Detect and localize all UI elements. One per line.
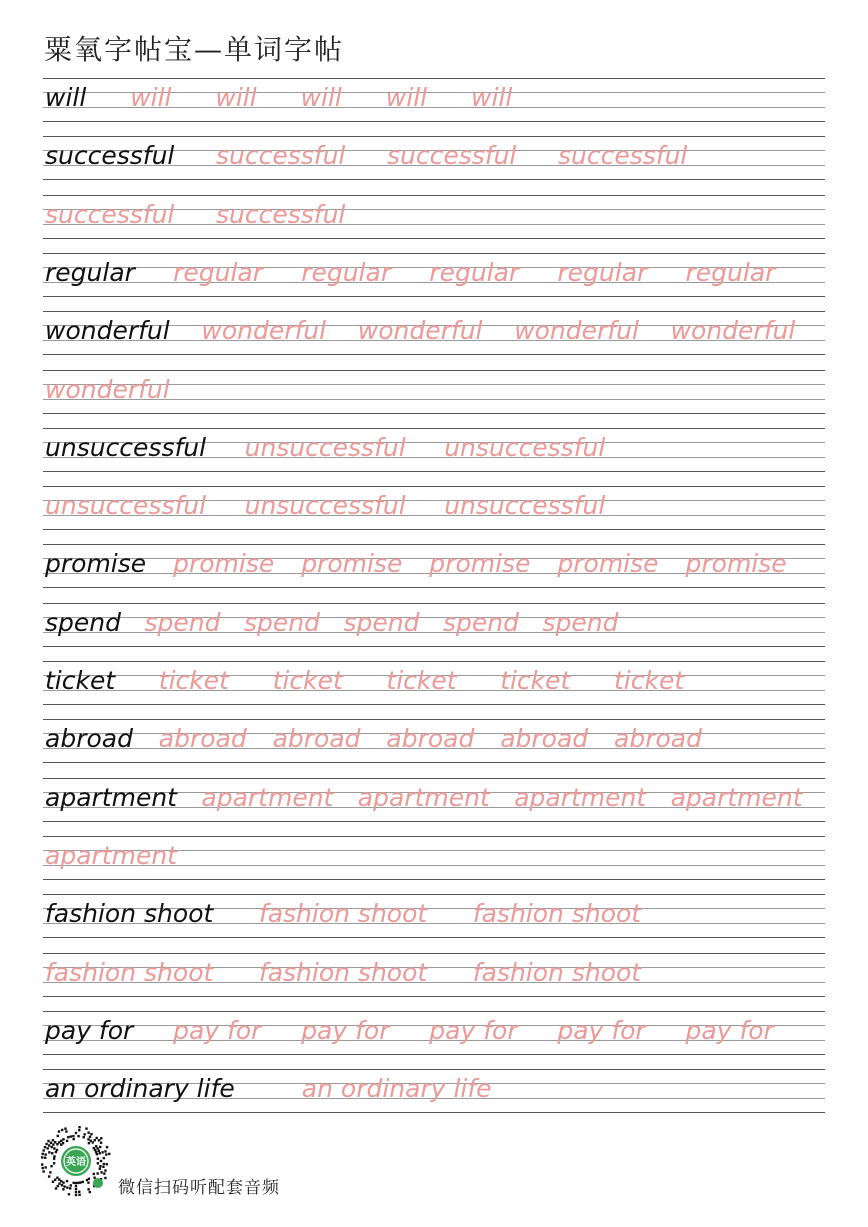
- guide-line: [43, 1054, 825, 1055]
- guide-line: [43, 603, 825, 604]
- practice-row: [43, 1011, 825, 1055]
- trace-word: ticket: [614, 666, 685, 695]
- trace-word: apartment: [670, 782, 803, 812]
- trace-word: ticket: [158, 666, 229, 695]
- guide-line: [43, 821, 825, 822]
- trace-word: spend: [443, 607, 519, 637]
- practice-row: [43, 544, 825, 588]
- trace-word: apartment: [45, 840, 177, 870]
- trace-word: successful: [45, 199, 175, 229]
- guide-line: [43, 661, 825, 662]
- guide-line: [43, 78, 825, 79]
- trace-word: pay for: [173, 1015, 262, 1045]
- model-word: successful: [45, 141, 175, 171]
- trace-word: ticket: [386, 666, 457, 695]
- model-word: pay for: [45, 1015, 134, 1045]
- guide-line: [43, 311, 825, 312]
- guide-line: [43, 428, 825, 429]
- trace-word: fashion shoot: [472, 899, 642, 929]
- trace-word: successful: [216, 141, 346, 171]
- guide-line: [43, 1112, 825, 1113]
- trace-word: promise: [429, 549, 531, 579]
- footer-caption: 微信扫码听配套音频: [118, 1178, 280, 1198]
- page-title: 粟氧字帖宝—单词字帖: [44, 33, 345, 66]
- trace-word: pay for: [301, 1015, 390, 1045]
- guide-line: [43, 413, 825, 414]
- guide-line: [43, 719, 825, 720]
- model-word: ticket: [45, 666, 116, 695]
- trace-word: spend: [244, 607, 320, 637]
- guide-line: [43, 879, 825, 880]
- guide-line: [43, 1011, 825, 1012]
- practice-row: [43, 253, 825, 297]
- trace-word: regular: [557, 257, 648, 287]
- trace-word: fashion shoot: [472, 957, 642, 987]
- trace-word: apartment: [514, 782, 647, 812]
- model-word: unsuccessful: [45, 432, 207, 462]
- practice-row: [43, 836, 825, 880]
- practice-row: [43, 719, 825, 763]
- trace-word: successful: [558, 141, 688, 171]
- trace-word: ticket: [272, 666, 343, 695]
- practice-row: [43, 778, 825, 822]
- model-word: promise: [45, 549, 147, 579]
- guide-line: [43, 953, 825, 954]
- guide-line: [43, 486, 825, 487]
- trace-word: unsuccessful: [244, 491, 406, 521]
- qr-code-icon[interactable]: [40, 1125, 112, 1197]
- trace-word: spend: [144, 607, 221, 637]
- trace-word: fashion shoot: [258, 957, 428, 987]
- practice-row: [43, 953, 825, 997]
- trace-word: pay for: [557, 1015, 646, 1045]
- model-word: fashion shoot: [45, 899, 214, 929]
- guide-line: [43, 762, 825, 763]
- trace-word: abroad: [158, 724, 247, 754]
- trace-word: wonderful: [201, 316, 327, 346]
- guide-line: [43, 544, 825, 545]
- guide-line: [43, 704, 825, 705]
- guide-line: [43, 195, 825, 196]
- guide-line: [43, 894, 825, 895]
- trace-word: will: [471, 83, 513, 112]
- guide-line: [43, 179, 825, 180]
- guide-line: [43, 370, 825, 371]
- practice-row: [43, 603, 825, 647]
- practice-row: [43, 486, 825, 530]
- trace-word: regular: [685, 257, 776, 287]
- model-word: apartment: [45, 782, 177, 812]
- guide-line: [43, 587, 825, 588]
- trace-word: fashion shoot: [258, 899, 428, 929]
- guide-line: [43, 778, 825, 779]
- practice-row: [43, 370, 825, 414]
- trace-word: regular: [173, 257, 264, 287]
- model-word: wonderful: [45, 316, 170, 346]
- trace-word: regular: [429, 257, 520, 287]
- guide-line: [43, 354, 825, 355]
- trace-word: wonderful: [514, 316, 639, 346]
- trace-word: promise: [685, 549, 787, 579]
- trace-word: unsuccessful: [444, 432, 606, 462]
- trace-word: successful: [216, 199, 346, 229]
- guide-line: [43, 836, 825, 837]
- model-word: abroad: [45, 724, 133, 754]
- trace-word: abroad: [272, 724, 361, 754]
- practice-row: [43, 311, 825, 355]
- guide-line: [43, 296, 825, 297]
- trace-word: will: [130, 83, 172, 112]
- practice-row: [43, 78, 825, 122]
- trace-word: abroad: [500, 724, 589, 754]
- trace-word: apartment: [201, 782, 334, 812]
- trace-word: wonderful: [670, 316, 796, 346]
- practice-row: [43, 1069, 825, 1113]
- model-word: an ordinary life: [45, 1074, 235, 1104]
- trace-word: spend: [542, 607, 619, 637]
- trace-word: unsuccessful: [45, 491, 207, 521]
- trace-word: wonderful: [45, 374, 170, 404]
- trace-word: unsuccessful: [244, 432, 406, 462]
- guide-line: [43, 121, 825, 122]
- trace-word: abroad: [614, 724, 702, 754]
- trace-word: will: [215, 83, 257, 112]
- guide-line: [43, 253, 825, 254]
- guide-line: [43, 471, 825, 472]
- trace-word: wonderful: [357, 316, 483, 346]
- practice-row: [43, 428, 825, 472]
- practice-row: [43, 661, 825, 705]
- trace-word: spend: [343, 607, 420, 637]
- guide-line: [43, 1069, 825, 1070]
- trace-word: pay for: [429, 1015, 518, 1045]
- practice-row: [43, 136, 825, 180]
- trace-word: promise: [557, 549, 659, 579]
- guide-line: [43, 646, 825, 647]
- guide-line: [43, 136, 825, 137]
- guide-line: [43, 937, 825, 938]
- trace-word: pay for: [685, 1015, 774, 1045]
- model-word: will: [45, 83, 87, 112]
- guide-line: [43, 996, 825, 997]
- model-word: spend: [45, 607, 121, 637]
- model-word: regular: [45, 257, 135, 287]
- trace-word: ticket: [500, 666, 571, 695]
- trace-word: an ordinary life: [301, 1074, 492, 1104]
- trace-word: successful: [387, 141, 517, 171]
- practice-row: [43, 195, 825, 239]
- practice-row: [43, 894, 825, 938]
- guide-line: [43, 529, 825, 530]
- trace-word: apartment: [357, 782, 490, 812]
- trace-word: promise: [173, 549, 275, 579]
- qr-badge-label: 英语: [66, 1157, 86, 1168]
- trace-word: will: [300, 83, 342, 112]
- trace-word: promise: [301, 549, 403, 579]
- trace-word: regular: [301, 257, 392, 287]
- trace-word: fashion shoot: [45, 957, 214, 987]
- trace-word: will: [385, 83, 428, 112]
- footer: [40, 1125, 440, 1205]
- guide-line: [43, 238, 825, 239]
- trace-word: abroad: [386, 724, 475, 754]
- trace-word: unsuccessful: [444, 491, 606, 521]
